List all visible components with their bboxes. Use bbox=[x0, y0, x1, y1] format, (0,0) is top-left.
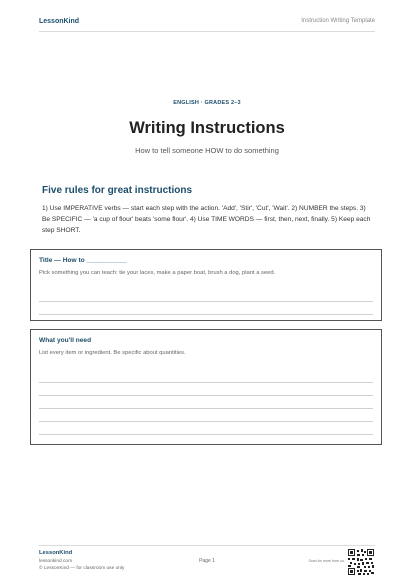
writing-line bbox=[39, 421, 373, 422]
writing-line bbox=[39, 301, 373, 302]
writing-line bbox=[39, 395, 373, 396]
qr-code-icon bbox=[348, 549, 374, 575]
footer-copyright: © LessonKind — for classroom use only bbox=[39, 566, 125, 571]
needs-box-label: What you'll need bbox=[39, 337, 92, 344]
writing-line bbox=[39, 314, 373, 315]
header-divider bbox=[39, 31, 375, 32]
title-box-prompt: Pick something you can teach: tie your laces, make a paper boat, brush a dog, plant a seed. bbox=[39, 270, 276, 276]
page-title: Writing Instructions bbox=[129, 119, 285, 137]
scan-caption: Scan for more from us bbox=[308, 559, 344, 563]
footer-divider bbox=[39, 545, 375, 546]
writing-line bbox=[39, 434, 373, 435]
title-writing-box[interactable] bbox=[30, 249, 382, 321]
footer-brand: LessonKind bbox=[39, 550, 73, 556]
title-box-label: Title — How to ___________ bbox=[39, 257, 127, 264]
page-number: Page 1 bbox=[199, 558, 215, 564]
document-type: Instruction Writing Template bbox=[301, 18, 375, 24]
footer-website: lessonkind.com bbox=[39, 559, 73, 564]
needs-writing-box[interactable] bbox=[30, 329, 382, 445]
brand-logo-text: LessonKind bbox=[39, 17, 80, 25]
rules-body: 1) Use IMPERATIVE verbs — start each step with the action. 'Add', 'Stir', 'Cut', 'Wait'. 2) NUMBER the steps. 3) Be SPECIFIC — 'a cup of flour' beats 'some flour'. 4) Use TIME WORDS — first, then, next, finally. 5) Keep each step SHORT. bbox=[42, 205, 371, 234]
writing-line bbox=[39, 382, 373, 383]
needs-box-prompt: List every item or ingredient. Be specific about quantities. bbox=[39, 350, 186, 356]
grade-label: ENGLISH · GRADES 2–3 bbox=[173, 100, 241, 106]
page-header bbox=[39, 14, 375, 28]
page-subtitle: How to tell someone HOW to do something bbox=[135, 146, 279, 155]
writing-line bbox=[39, 408, 373, 409]
rules-heading: Five rules for great instructions bbox=[42, 185, 193, 196]
